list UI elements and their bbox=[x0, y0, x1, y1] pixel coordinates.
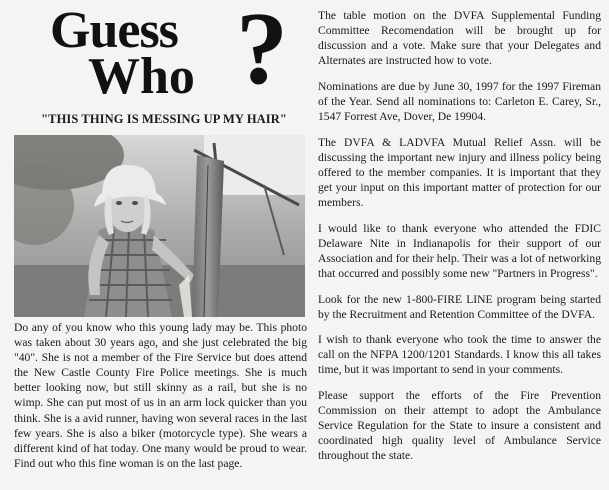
paragraph-nfpa-standards: I wish to thank everyone who took the time to answer the call on the NFPA 1200/1201 Standards. I know this all takes time, but it was important to send in your comments. bbox=[318, 333, 601, 377]
girl-photo-illustration bbox=[14, 135, 305, 317]
paragraph-fire-prevention: Please support the efforts of the Fire Prevention Commission on their attempt to adopt the Ambulance Service Regulation for the State to insure a consistent and coordinated high quality level of Ambulance Service throughout the state. bbox=[318, 388, 601, 463]
paragraph-funding-motion: The table motion on the DVFA Supplemental Funding Committee Recomendation will be brought up for discussion and a vote. Make sure that your Delegates and Alternates are instructed how to vote. bbox=[318, 9, 601, 68]
headline-line-1: Guess bbox=[50, 2, 178, 59]
right-column bbox=[318, 8, 601, 474]
question-mark: ? bbox=[236, 0, 288, 106]
mystery-description: Do any of you know who this young lady may be. This photo was taken about 30 years ago, and she just celebrated the big "40". She is not a member of the Fire Service but does attend the New Castle County Fire Police meetings. She is much better looking now, but still skinny as a rail, but she is no wimp. She can put most of us in an arm lock quicker than you think. She is a avid runner, having won several races in the last few years. She is also a biker (motorcycle type). She wears a different kind of hat today. One many would be proud to wear. Find out who this fine woman is on the last page. bbox=[14, 321, 307, 470]
paragraph-fdic-thanks: I would like to thank everyone who attended the FDIC Delaware Nite in Indianapolis for their support of our Association and for their help. Their was a lot of networking that occurred and possibly some new "Partners in Progress". bbox=[318, 221, 601, 280]
mystery-photo bbox=[14, 135, 305, 317]
photo-caption-quote: "THIS THING IS MESSING UP MY HAIR" bbox=[41, 112, 287, 126]
headline-line-2: Who bbox=[88, 48, 195, 105]
paragraph-fire-line: Look for the new 1-800-FIRE LINE program being started by the Recruitment and Retention Committee of the DVFA. bbox=[318, 292, 601, 321]
paragraph-mutual-relief: The DVFA & LADVFA Mutual Relief Assn. will be discussing the important new injury and illness policy being offered to the member companies. It is important that they get your input on this important matter of protection for our members. bbox=[318, 135, 601, 210]
headline bbox=[40, 0, 300, 106]
paragraph-nominations: Nominations are due by June 30, 1997 for the 1997 Fireman of the Year. Send all nominations to: Carleton E. Carey, Sr., 1547 Forrest Ave, Dover, De 19904. bbox=[318, 79, 601, 124]
